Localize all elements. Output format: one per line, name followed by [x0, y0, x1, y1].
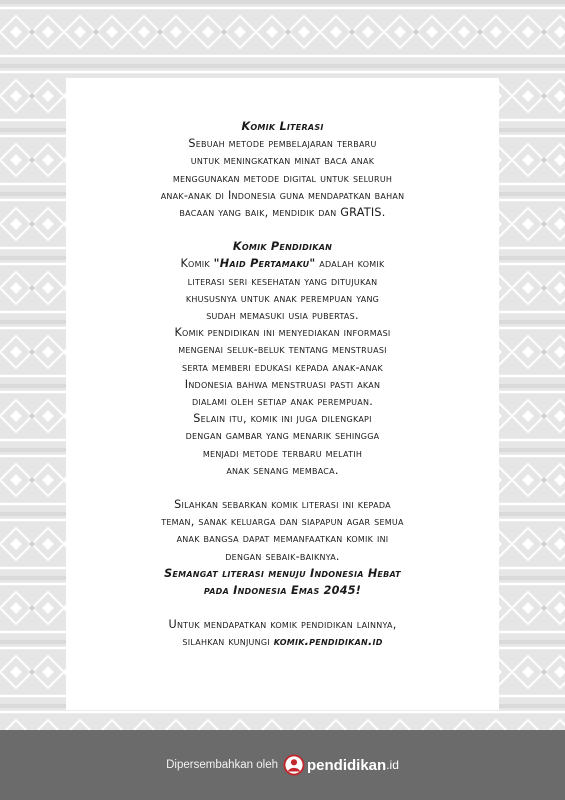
- education-line: mengenai seluk-beluk tentang menstruasi: [178, 343, 387, 357]
- share-line: Silahkan sebarkan komik literasi ini kepada: [174, 498, 391, 512]
- komik-literasi-heading: Komik Literasi: [241, 120, 324, 133]
- share-line: anak bangsa dapat memanfaatkan komik ini: [176, 532, 389, 546]
- education-line: Selain itu, komik ini juga dilengkapi: [193, 412, 372, 426]
- brand-tld: .id: [386, 758, 399, 772]
- education-line: sudah memasuki usia pubertas.: [206, 309, 359, 323]
- intro-line: bacaan yang baik, mendidik dan GRATIS.: [179, 206, 386, 220]
- visit-line-prefix: silahkan kunjungi: [182, 635, 274, 649]
- education-line: serta memberi edukasi kepada anak-anak: [182, 360, 383, 374]
- education-line: dengan gambar yang menarik sehingga: [185, 429, 380, 443]
- footer-credit: [0, 752, 565, 778]
- intro-line: Sebuah metode pembelajaran terbaru: [188, 137, 377, 151]
- education-line: literasi seri kesehatan yang ditujukan: [187, 274, 378, 288]
- education-line: dialami oleh setiap anak perempuan.: [191, 395, 374, 409]
- education-line: [66, 255, 499, 272]
- visit-line: [66, 633, 499, 650]
- slogan-line: pada Indonesia Emas 2045!: [203, 584, 362, 598]
- info-text-block: [66, 118, 499, 651]
- brand-name: pendidikan: [307, 756, 387, 774]
- education-line: Indonesia bahwa menstruasi pasti akan: [184, 377, 381, 391]
- pendidikan-logo-icon: [283, 754, 305, 776]
- intro-line: menggunakan metode digital untuk seluruh: [172, 171, 393, 185]
- education-line: anak senang membaca.: [226, 463, 339, 477]
- education-line-suffix: adalah komik: [315, 257, 385, 271]
- education-line: menjadi metode terbaru melatih: [202, 446, 363, 460]
- presented-by-label: Dipersembahkan oleh: [166, 759, 278, 771]
- intro-line: untuk meningkatkan minat baca anak: [190, 154, 375, 168]
- share-line: dengan sebaik-baiknya.: [225, 549, 340, 563]
- intro-line: anak-anak di Indonesia guna mendapatkan bahan: [160, 188, 405, 202]
- slogan-line: Semangat literasi menuju Indonesia Hebat: [164, 566, 401, 580]
- education-line-prefix: Komik: [180, 257, 214, 271]
- website-link[interactable]: komik.pendidikan.id: [273, 635, 383, 649]
- comic-title: "Haid Pertamaku": [213, 257, 316, 271]
- share-line: teman, sanak keluarga dan siapapun agar semua: [161, 515, 404, 529]
- education-line: khususnya untuk anak perempuan yang: [185, 291, 380, 305]
- footer-bar: [0, 730, 565, 800]
- komik-pendidikan-heading: Komik Pendidikan: [232, 240, 333, 254]
- education-line: Komik pendidikan ini menyediakan informasi: [174, 326, 391, 340]
- visit-line: Untuk mendapatkan komik pendidikan lainnya,: [168, 618, 397, 632]
